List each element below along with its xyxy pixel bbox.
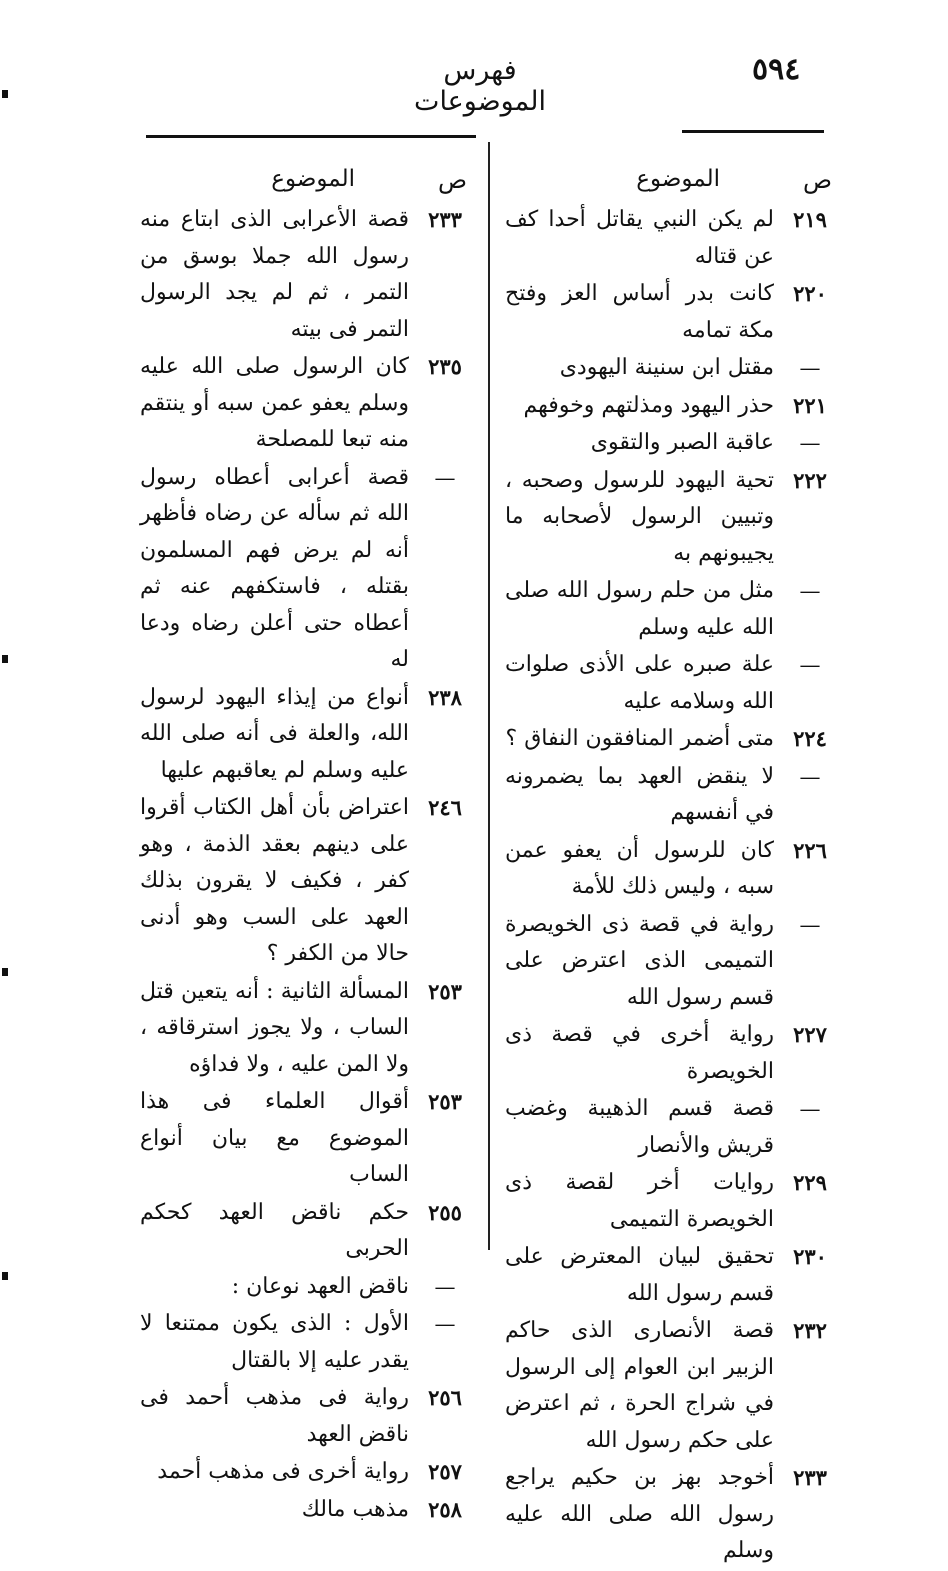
entry-page-number: — <box>799 764 821 789</box>
entry-topic: كان الرسول صلى الله عليه وسلم يعفو عمن سبه أو ينتقم منه تبعا للمصلحة <box>140 354 409 452</box>
entry-topic: المسألة الثانية : أنه يتعين قتل الساب ، ولا يجوز استرقاقه ، ولا المن عليه ، ولا فداؤه <box>140 978 409 1077</box>
entry-page-number: ٢٢٤ <box>793 726 827 751</box>
entry-topic: الأول : الذى يكون ممتنعا لا يقدر عليه إلا بالقتال <box>140 1311 409 1373</box>
entry-topic: لم يكن النبي يقاتل أحدا كف عن قتاله <box>505 207 774 269</box>
entry-page-number: ٢٥٣ <box>428 1089 462 1114</box>
running-title: فهرس الموضوعات <box>414 55 546 117</box>
index-entry <box>505 350 840 387</box>
index-entry <box>505 1313 840 1459</box>
index-entry <box>505 1460 840 1570</box>
entry-page-number: — <box>799 653 821 677</box>
entry-topic: تحية اليهود للرسول وصحبه ، وتبيين الرسول لأصحابه ما يجيبونهم به <box>505 467 774 566</box>
margin-mark <box>2 90 8 98</box>
entry-topic: ناقض العهد نوعان : <box>231 1273 409 1299</box>
column-header <box>140 162 475 202</box>
entry-list <box>505 202 840 1570</box>
index-entry <box>505 647 840 720</box>
index-column-left <box>140 162 475 1529</box>
entry-topic: متى أضمر المنافقون النفاق ؟ <box>505 726 774 751</box>
entry-topic: حكم ناقض العهد كحكم الحربى <box>140 1199 409 1261</box>
entry-page-number: ٢٢٢ <box>793 467 827 493</box>
page-column-heading: ص <box>437 166 467 194</box>
index-entry <box>140 1084 475 1194</box>
entry-topic: مقتل ابن سنينة اليهودى <box>559 355 774 380</box>
index-entry <box>505 1239 840 1312</box>
entry-page-number: — <box>799 431 821 455</box>
entry-page-number: ٢٢١ <box>793 392 827 418</box>
entry-topic: قصة أعرابى أعطاه رسول الله ثم سأله عن رضاه فأظهر أنه لم يرض فهم المسلمون بقتله ، فاستكفهم عنه ثم أعطاه حتى أعلن رضاه ودعا له <box>140 464 409 672</box>
entry-page-number: — <box>799 579 821 603</box>
entry-topic: رواية فى مذهب أحمد فى ناقض العهد <box>140 1385 409 1447</box>
entry-page-number: — <box>434 465 456 490</box>
entry-topic: قصة الأنصارى الذى حاكم الزبير ابن العوام إلى الرسول في شراج الحرة ، ثم اعترض على حكم رسول الله <box>505 1318 774 1453</box>
margin-mark <box>2 1272 8 1280</box>
header-rule-right <box>682 130 824 133</box>
entry-topic: رواية أخرى في قصة ذى الخويصرة <box>505 1022 774 1084</box>
entry-page-number: ٢٥٧ <box>428 1459 462 1484</box>
entry-topic: قصة قسم الذهيبة وغضب قريش والأنصار <box>505 1096 774 1158</box>
index-entry <box>505 1017 840 1090</box>
entry-page-number: ٢٢٩ <box>793 1170 827 1195</box>
entry-page-number: ٢٣٨ <box>428 684 462 710</box>
index-entry <box>505 1091 840 1164</box>
column-divider <box>488 142 490 1250</box>
index-entry <box>140 1492 475 1529</box>
index-entry <box>140 974 475 1084</box>
entry-topic: أقوال العلماء فى هذا الموضوع مع بيان أنواع الساب <box>140 1089 409 1187</box>
topic-column-heading: الموضوع <box>271 166 355 192</box>
index-entry <box>505 907 840 1017</box>
index-column-right <box>505 162 840 1571</box>
topic-column-heading: الموضوع <box>636 166 720 192</box>
index-entry <box>140 1269 475 1306</box>
entry-page-number: ٢٢٠ <box>793 281 827 306</box>
index-entry <box>505 1165 840 1238</box>
entry-topic: أخوجد بهز بن حكيم يراجع رسول الله صلى الله عليه وسلم <box>505 1465 774 1563</box>
index-entry <box>505 759 840 832</box>
entry-topic: تحقيق لبيان المعترض على قسم رسول الله <box>505 1244 774 1306</box>
entry-page-number: — <box>799 356 821 380</box>
entry-page-number: ٢٢٧ <box>793 1022 827 1047</box>
entry-topic: علة صبره على الأذى صلوات الله وسلامه عليه <box>505 652 774 714</box>
entry-page-number: ٢٢٦ <box>793 837 827 863</box>
index-entry <box>505 833 840 906</box>
entry-page-number: ٢٥٥ <box>428 1199 462 1225</box>
index-entry <box>505 276 840 349</box>
entry-page-number: — <box>799 1097 821 1121</box>
entry-topic: رواية في قصة ذى الخويصرة التميمى الذى اعترض على قسم رسول الله <box>505 911 774 1010</box>
index-entry <box>140 460 475 679</box>
index-entry <box>505 573 840 646</box>
header-rule-left <box>146 135 476 138</box>
column-header <box>505 162 840 202</box>
index-entry <box>140 1306 475 1379</box>
entry-topic: روايات أخر لقصة ذى الخويصرة التميمى <box>505 1170 774 1232</box>
entry-page-number: ٢٥٣ <box>428 978 462 1004</box>
entry-page-number: — <box>434 1274 456 1299</box>
entry-page-number: ٢٣٣ <box>428 207 462 232</box>
index-entry <box>140 1454 475 1491</box>
entry-page-number: — <box>434 1312 456 1336</box>
index-entry <box>505 721 840 758</box>
index-entry <box>140 680 475 790</box>
margin-mark <box>2 655 8 663</box>
entry-page-number: — <box>799 912 821 937</box>
margin-mark <box>2 968 8 976</box>
page-column-heading: ص <box>802 166 832 194</box>
entry-page-number: ٢٥٦ <box>428 1385 462 1410</box>
entry-page-number: ٢٥٨ <box>428 1496 462 1522</box>
index-entry <box>140 1380 475 1453</box>
entry-page-number: ٢٤٦ <box>428 795 462 820</box>
entry-topic: كانت بدر أساس العز وفتح مكة تمامه <box>505 281 774 343</box>
index-entry <box>140 790 475 973</box>
entry-topic: مثل من حلم رسول الله صلى الله عليه وسلم <box>505 578 774 640</box>
entry-page-number: ٢٣٥ <box>428 354 462 379</box>
entry-topic: رواية أخرى فى مذهب أحمد <box>157 1459 409 1484</box>
entry-page-number: ٢٣٠ <box>793 1244 827 1269</box>
index-entry <box>505 463 840 573</box>
index-entry <box>505 425 840 462</box>
entry-page-number: ٢٣٢ <box>793 1318 827 1343</box>
index-entry <box>140 1195 475 1268</box>
index-entry <box>140 349 475 459</box>
entry-topic: حذر اليهود ومذلتهم وخوفهم <box>523 392 774 418</box>
entry-page-number: ٢٣٣ <box>793 1465 827 1490</box>
entry-topic: كان للرسول أن يعفو عمن سبه ، وليس ذلك للأمة <box>505 837 774 899</box>
entry-topic: اعتراض بأن أهل الكتاب أقروا على دينهم بعقد الذمة ، وهو كفر ، فكيف لا يقرون بذلك العهد على السب وهو أدنى حالا من الكفر ؟ <box>140 795 409 966</box>
page-number: ٥٩٤ <box>752 52 801 87</box>
entry-topic: لا ينقض العهد بما يضمرونه في أنفسهم <box>505 763 774 825</box>
index-entry <box>140 202 475 348</box>
entry-topic: قصة الأعرابى الذى ابتاع منه رسول الله جملا بوسق من التمر ، ثم لم يجد الرسول التمر فى بيته <box>140 207 409 342</box>
index-entry <box>505 202 840 275</box>
entry-topic: عاقبة الصبر والتقوى <box>590 430 774 455</box>
entry-list <box>140 202 475 1528</box>
entry-topic: أنواع من إيذاء اليهود لرسول الله، والعلة فى أنه صلى الله عليه وسلم لم يعاقبهم عليها <box>140 684 409 783</box>
index-entry <box>505 388 840 425</box>
entry-topic: مذهب مالك <box>301 1496 409 1522</box>
entry-page-number: ٢١٩ <box>793 207 827 232</box>
